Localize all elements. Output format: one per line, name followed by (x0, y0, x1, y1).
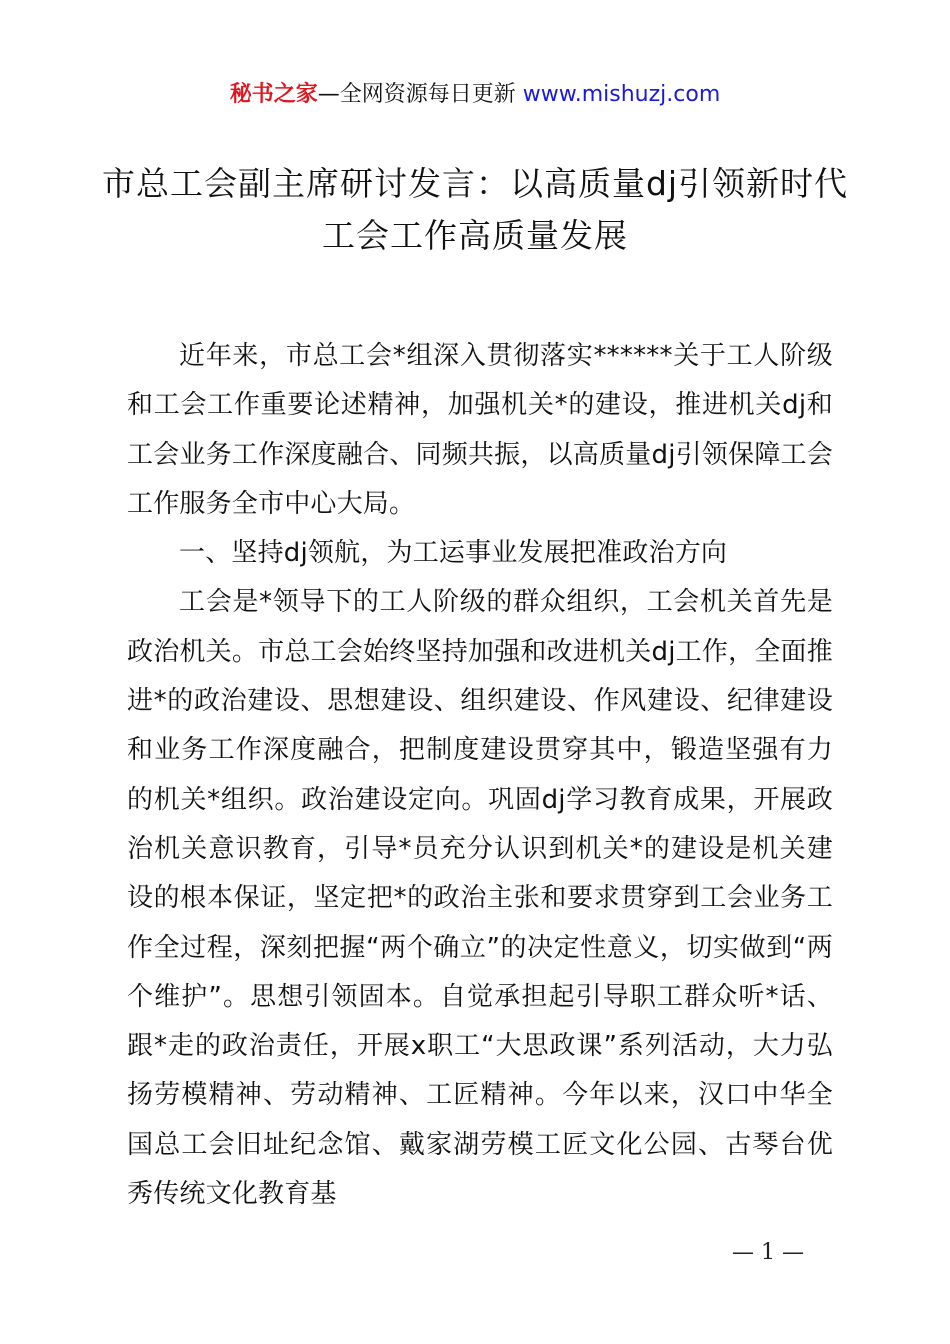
site-url-link[interactable]: www.mishuzj.com (522, 82, 721, 107)
page-header (0, 80, 950, 110)
body-paragraph: 近年来，市总工会*组深入贯彻落实******关于工人阶级和工会工作重要论述精神，加强机关*的建设，推进机关dj和工会业务工作深度融合、同频共振，以高质量dj引领保障工会工作服务全市中心大局。 (127, 341, 833, 519)
brand-name: 秘书之家 (229, 82, 318, 107)
page-number: — 1 — (732, 1240, 804, 1265)
section-heading: 一、坚持dj领航，为工运事业发展把准政治方向 (179, 538, 728, 569)
document-title: 市总工会副主席研讨发言：以高质量dj引领新时代工会工作高质量发展 (101, 164, 849, 255)
header-tagline: —全网资源每日更新 (317, 82, 516, 107)
document-body (127, 332, 833, 1219)
body-paragraph: 工会是*领导下的工人阶级的群众组织，工会机关首先是政治机关。市总工会始终坚持加强和改进机关dj工作，全面推进*的政治建设、思想建设、组织建设、作风建设、纪律建设和业务工作深度融合，把制度建设贯穿其中，锻造坚强有力的机关*组织。政治建设定向。巩固dj学习教育成果，开展政治机关意识教育，引导*员充分认识到机关*的建设是机关建设的根本保证，坚定把*的政治主张和要求贯穿到工会业务工作全过程，深刻把握“两个确立”的决定性意义，切实做到“两个维护”。思想引领固本。自觉承担起引导职工群众听*话、跟*走的政治责任，开展x职工“大思政课”系列活动，大力弘扬劳模精神、劳动精神、工匠精神。今年以来，汉口中华全国总工会旧址纪念馆、戴家湖劳模工匠文化公园、古琴台优秀传统文化教育基 (127, 587, 833, 1210)
